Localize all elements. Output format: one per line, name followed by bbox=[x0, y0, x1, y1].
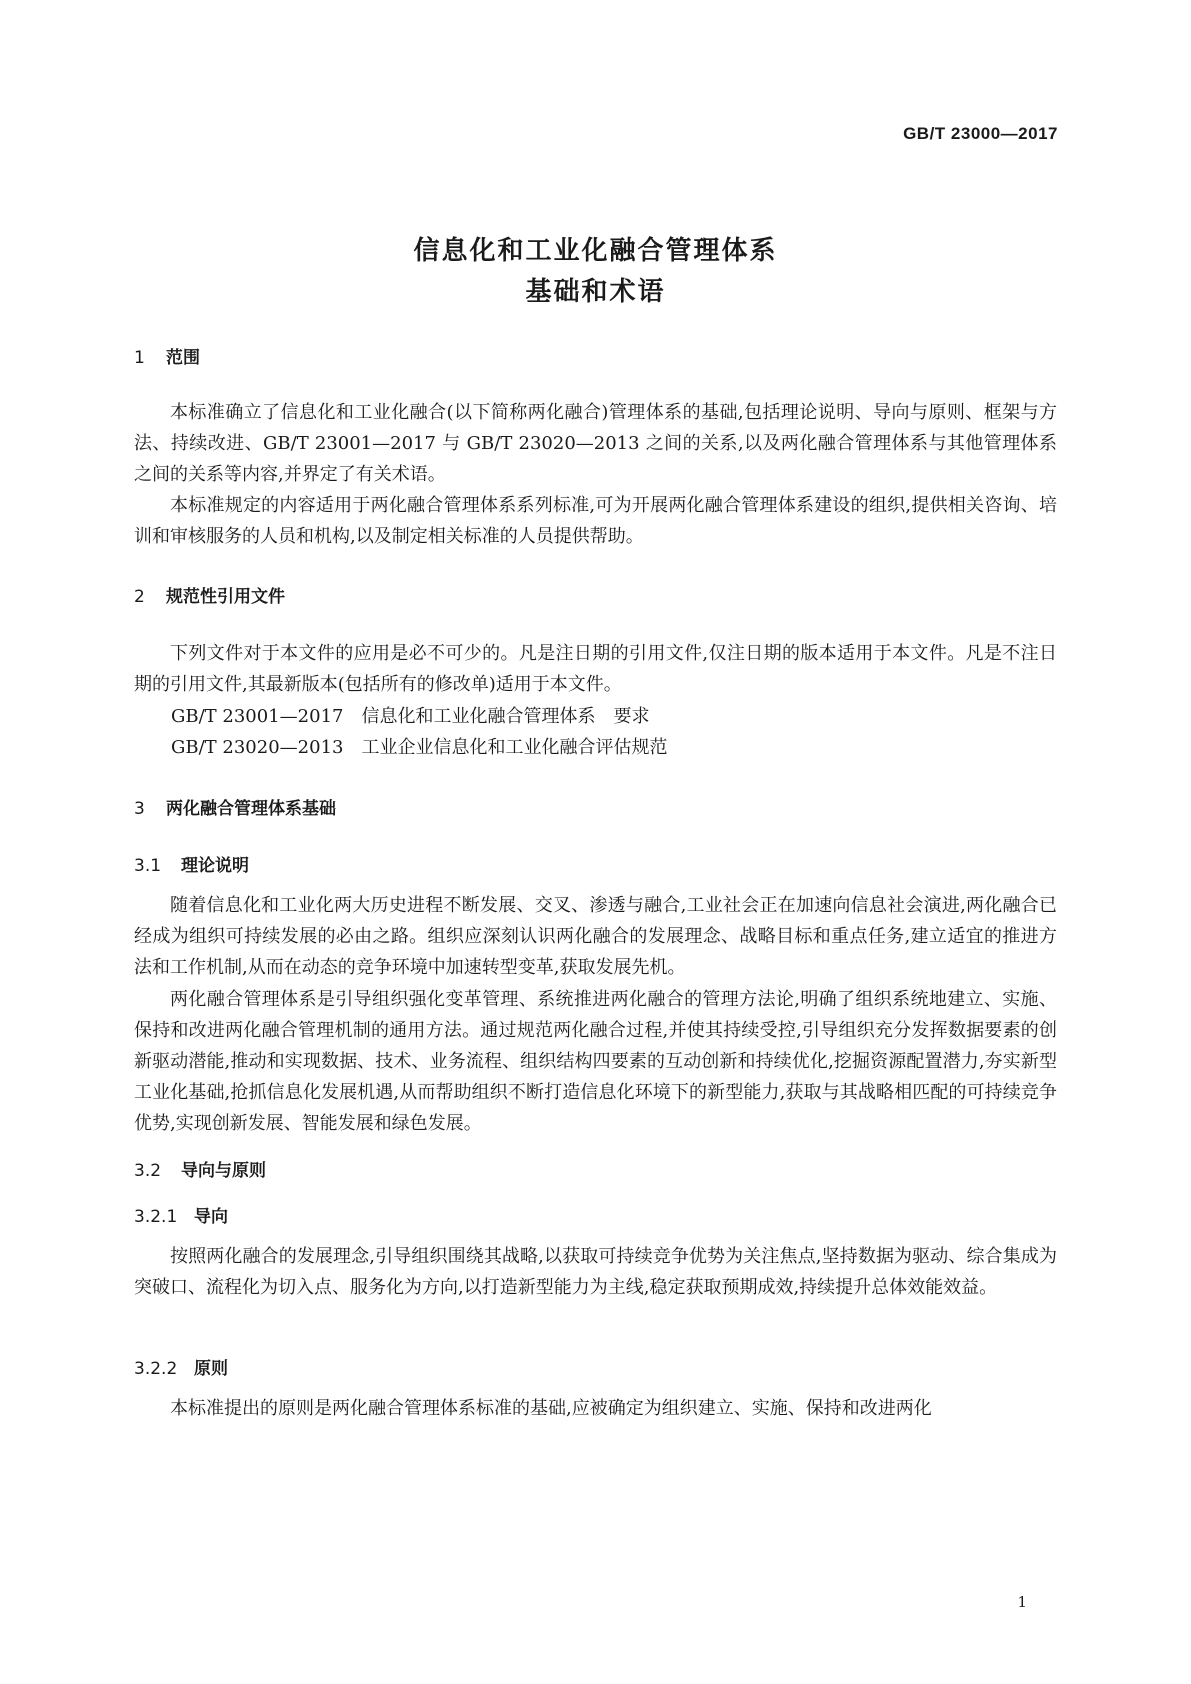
section-heading-3-2-2 bbox=[134, 1354, 228, 1379]
document-code: GB/T 23000—2017 bbox=[903, 124, 1058, 143]
section-title: 范围 bbox=[166, 348, 200, 368]
paragraph-principles: 本标准提出的原则是两化融合管理体系标准的基础,应被确定为组织建立、实施、保持和改进两化 bbox=[170, 1398, 932, 1419]
section-heading-3-2 bbox=[134, 1156, 266, 1181]
document-title-line-2: 基础和术语 bbox=[525, 277, 666, 307]
paragraph-scope-2: 本标准规定的内容适用于两化融合管理体系系列标准,可为开展两化融合管理体系建设的组织,提供相关咨询、培训和审核服务的人员和机构,以及制定相关标准的人员提供帮助。 bbox=[134, 495, 1057, 547]
section-number: 2 bbox=[134, 587, 145, 607]
section-heading-3-1 bbox=[134, 851, 249, 876]
section-number: 3.1 bbox=[134, 856, 162, 876]
section-title: 原则 bbox=[194, 1359, 228, 1379]
section-title: 规范性引用文件 bbox=[166, 587, 285, 607]
section-heading-3 bbox=[134, 794, 336, 819]
section-number: 3.2.1 bbox=[134, 1207, 178, 1227]
section-heading-1 bbox=[134, 343, 200, 368]
paragraph-theory-2: 两化融合管理体系是引导组织强化变革管理、系统推进两化融合的管理方法论,明确了组织系统地建立、实施、保持和改进两化融合管理机制的通用方法。通过规范两化融合过程,并使其持续受控,引导组织充分发挥数据要素的创新驱动潜能,推动和实现数据、技术、业务流程、组织结构四要素的互动创新和持续优化,挖掘资源配置潜力,夯实新型工业化基础,抢抓信息化发展机遇,从而帮助组织不断打造信息化环境下的新型能力,获取与其战略相匹配的可持续竞争优势,实现创新发展、智能发展和绿色发展。 bbox=[134, 989, 1057, 1134]
section-heading-2 bbox=[134, 582, 285, 607]
paragraph-theory-1: 随着信息化和工业化两大历史进程不断发展、交叉、渗透与融合,工业社会正在加速向信息社会演进,两化融合已经成为组织可持续发展的必由之路。组织应深刻认识两化融合的发展理念、战略目标和重点任务,建立适宜的推进方法和工作机制,从而在动态的竞争环境中加速转型变革,获取发展先机。 bbox=[134, 895, 1057, 978]
section-heading-3-2-1 bbox=[134, 1202, 228, 1227]
paragraph-normative-refs: 下列文件对于本文件的应用是必不可少的。凡是注日期的引用文件,仅注日期的版本适用于本文件。凡是不注日期的引用文件,其最新版本(包括所有的修改单)适用于本文件。 bbox=[134, 643, 1057, 695]
section-number: 1 bbox=[134, 348, 145, 368]
reference-item: GB/T 23020—2013 工业企业信息化和工业化融合评估规范 bbox=[171, 737, 668, 758]
section-number: 3.2.2 bbox=[134, 1359, 178, 1379]
section-title: 导向 bbox=[194, 1207, 228, 1227]
section-title: 导向与原则 bbox=[181, 1161, 266, 1181]
page-number: 1 bbox=[1017, 1593, 1027, 1611]
paragraph-scope-1: 本标准确立了信息化和工业化融合(以下简称两化融合)管理体系的基础,包括理论说明、导向与原则、框架与方法、持续改进、GB/T 23001—2017 与 GB/T 23020—2013 之间的关系,以及两化融合管理体系与其他管理体系之间的关系等内容,并界定了有关术语。 bbox=[134, 402, 1057, 485]
section-title: 两化融合管理体系基础 bbox=[166, 799, 336, 819]
reference-item: GB/T 23001—2017 信息化和工业化融合管理体系 要求 bbox=[171, 706, 650, 727]
section-number: 3 bbox=[134, 799, 145, 819]
section-number: 3.2 bbox=[134, 1161, 162, 1181]
document-title-line-1: 信息化和工业化融合管理体系 bbox=[413, 236, 778, 266]
section-title: 理论说明 bbox=[181, 856, 249, 876]
paragraph-orientation: 按照两化融合的发展理念,引导组织围绕其战略,以获取可持续竞争优势为关注焦点,坚持数据为驱动、综合集成为突破口、流程化为切入点、服务化为方向,以打造新型能力为主线,稳定获取预期成效,持续提升总体效能效益。 bbox=[134, 1246, 1057, 1298]
